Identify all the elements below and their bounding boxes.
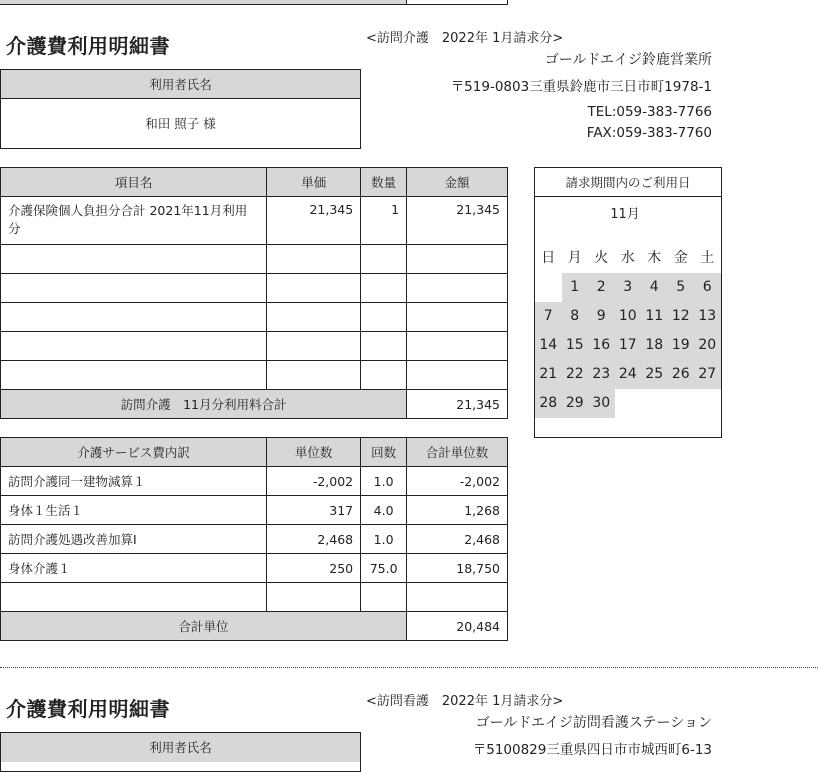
calendar-day: 8: [570, 308, 580, 324]
calendar-day: 10: [618, 308, 637, 324]
service-name: 訪問介護同一建物減算１: [1, 467, 267, 496]
calendar-day: 26: [671, 366, 690, 382]
calendar-day: 27: [698, 366, 717, 382]
calendar-day: 19: [671, 337, 690, 353]
calendar-day: 9: [596, 308, 606, 324]
calendar-day: 22: [565, 366, 584, 382]
items-total-value: 21,345: [407, 390, 508, 419]
calendar-month: 11月: [610, 207, 640, 222]
user-name-box: [0, 69, 361, 149]
col-quantity: 数量: [361, 168, 407, 197]
company-address: 〒519-0803三重県鈴鹿市三日市町1978-1: [450, 79, 712, 95]
calendar-grid: [535, 244, 721, 424]
company-tel: TEL:059-383-7766: [587, 104, 712, 120]
service-units: 250: [267, 554, 361, 583]
services-total-label: 合計単位: [1, 612, 407, 641]
calendar-day: 7: [543, 308, 553, 324]
item-name: 介護保険個人負担分合計 2021年11月利用分: [1, 197, 267, 245]
table-row: [1, 554, 508, 583]
calendar-day: 1: [570, 279, 580, 295]
table-row: [1, 274, 508, 303]
calendar-day: 30: [592, 395, 611, 411]
calendar-day: 23: [592, 366, 611, 382]
calendar-day: 4: [649, 279, 659, 295]
col-service-name: 介護サービス費内訳: [1, 438, 267, 467]
calendar-weekday: 月: [567, 250, 582, 266]
calendar-day: 13: [698, 308, 717, 324]
items-total-row: [1, 390, 508, 419]
item-unit-price: 21,345: [267, 197, 361, 245]
col-total-units: 合計単位数: [407, 438, 508, 467]
calendar-title: 請求期間内のご利用日: [535, 168, 721, 197]
service-total: -2,002: [407, 467, 508, 496]
calendar-weekday: 日: [541, 250, 556, 266]
calendar-day: 5: [676, 279, 686, 295]
calendar-day: 14: [539, 337, 558, 353]
user-name-label: 利用者氏名: [1, 70, 360, 99]
calendar-weekday: 土: [700, 250, 715, 266]
statement-title: 介護費利用明細書: [6, 34, 170, 58]
user-name: 和田 照子 様: [145, 116, 216, 131]
service-name: 身体１生活１: [1, 496, 267, 525]
calendar-day: 12: [671, 308, 690, 324]
table-row: [1, 525, 508, 554]
company-fax: FAX:059-383-7760: [586, 125, 712, 141]
service-total: 2,468: [407, 525, 508, 554]
service-count: 1.0: [361, 525, 407, 554]
calendar-day: 25: [645, 366, 664, 382]
service-count: 75.0: [361, 554, 407, 583]
service-units: 317: [267, 496, 361, 525]
calendar-weekday: 水: [620, 250, 635, 266]
calendar-weekday: 金: [673, 250, 688, 266]
company-name: ゴールドエイジ鈴鹿営業所: [544, 52, 712, 68]
col-count: 回数: [361, 438, 407, 467]
table-row: [1, 303, 508, 332]
table-row: [1, 197, 508, 245]
calendar-day: 20: [698, 337, 717, 353]
col-unit-price: 単価: [267, 168, 361, 197]
calendar-weekday: 火: [594, 250, 609, 266]
item-amount: 21,345: [407, 197, 508, 245]
calendar-day: 17: [618, 337, 637, 353]
table-row: [1, 583, 508, 612]
table-row: [1, 245, 508, 274]
calendar-day: 21: [539, 366, 558, 382]
calendar-weekday: 木: [647, 250, 662, 266]
col-item-name: 項目名: [1, 168, 267, 197]
user-name-label-2: 利用者氏名: [1, 733, 360, 762]
service-units: -2,002: [267, 467, 361, 496]
service-period-header-2: <訪問看護 2022年 1月請求分>: [366, 694, 564, 709]
company-name-2: ゴールドエイジ訪問看護ステーション: [475, 715, 712, 731]
calendar-day: 6: [702, 279, 712, 295]
calendar-day: 28: [539, 395, 558, 411]
service-count: 1.0: [361, 467, 407, 496]
service-units: 2,468: [267, 525, 361, 554]
table-row: [1, 496, 508, 525]
calendar-day: 3: [623, 279, 633, 295]
user-name-box-2: [0, 732, 361, 772]
calendar-day: 11: [645, 308, 664, 324]
calendar-day: 15: [565, 337, 584, 353]
calendar-day: 29: [565, 395, 584, 411]
col-amount: 金額: [407, 168, 508, 197]
calendar-day: 16: [592, 337, 611, 353]
calendar-day: 18: [645, 337, 664, 353]
calendar-day: 2: [596, 279, 606, 295]
table-row: [1, 361, 508, 390]
services-total-value: 20,484: [407, 612, 508, 641]
statement-title-2: 介護費利用明細書: [6, 697, 170, 721]
service-total: 18,750: [407, 554, 508, 583]
items-table: [0, 167, 508, 419]
item-quantity: 1: [361, 197, 407, 245]
services-table: [0, 437, 508, 641]
service-name: 訪問介護処遇改善加算Ⅰ: [1, 525, 267, 554]
table-row: [1, 467, 508, 496]
page-divider: [0, 667, 818, 668]
col-units: 単位数: [267, 438, 361, 467]
service-total: 1,268: [407, 496, 508, 525]
usage-calendar: [534, 167, 722, 438]
items-total-label: 訪問介護 11月分利用料合計: [1, 390, 407, 419]
table-row: [1, 332, 508, 361]
calendar-day: 24: [618, 366, 637, 382]
services-total-row: [1, 612, 508, 641]
company-address-2: 〒5100829三重県四日市市城西町6-13: [472, 742, 712, 758]
service-period-header: <訪問介護 2022年 1月請求分>: [366, 31, 564, 46]
service-name: 身体介護１: [1, 554, 267, 583]
previous-table-remnant: [0, 0, 508, 5]
service-count: 4.0: [361, 496, 407, 525]
